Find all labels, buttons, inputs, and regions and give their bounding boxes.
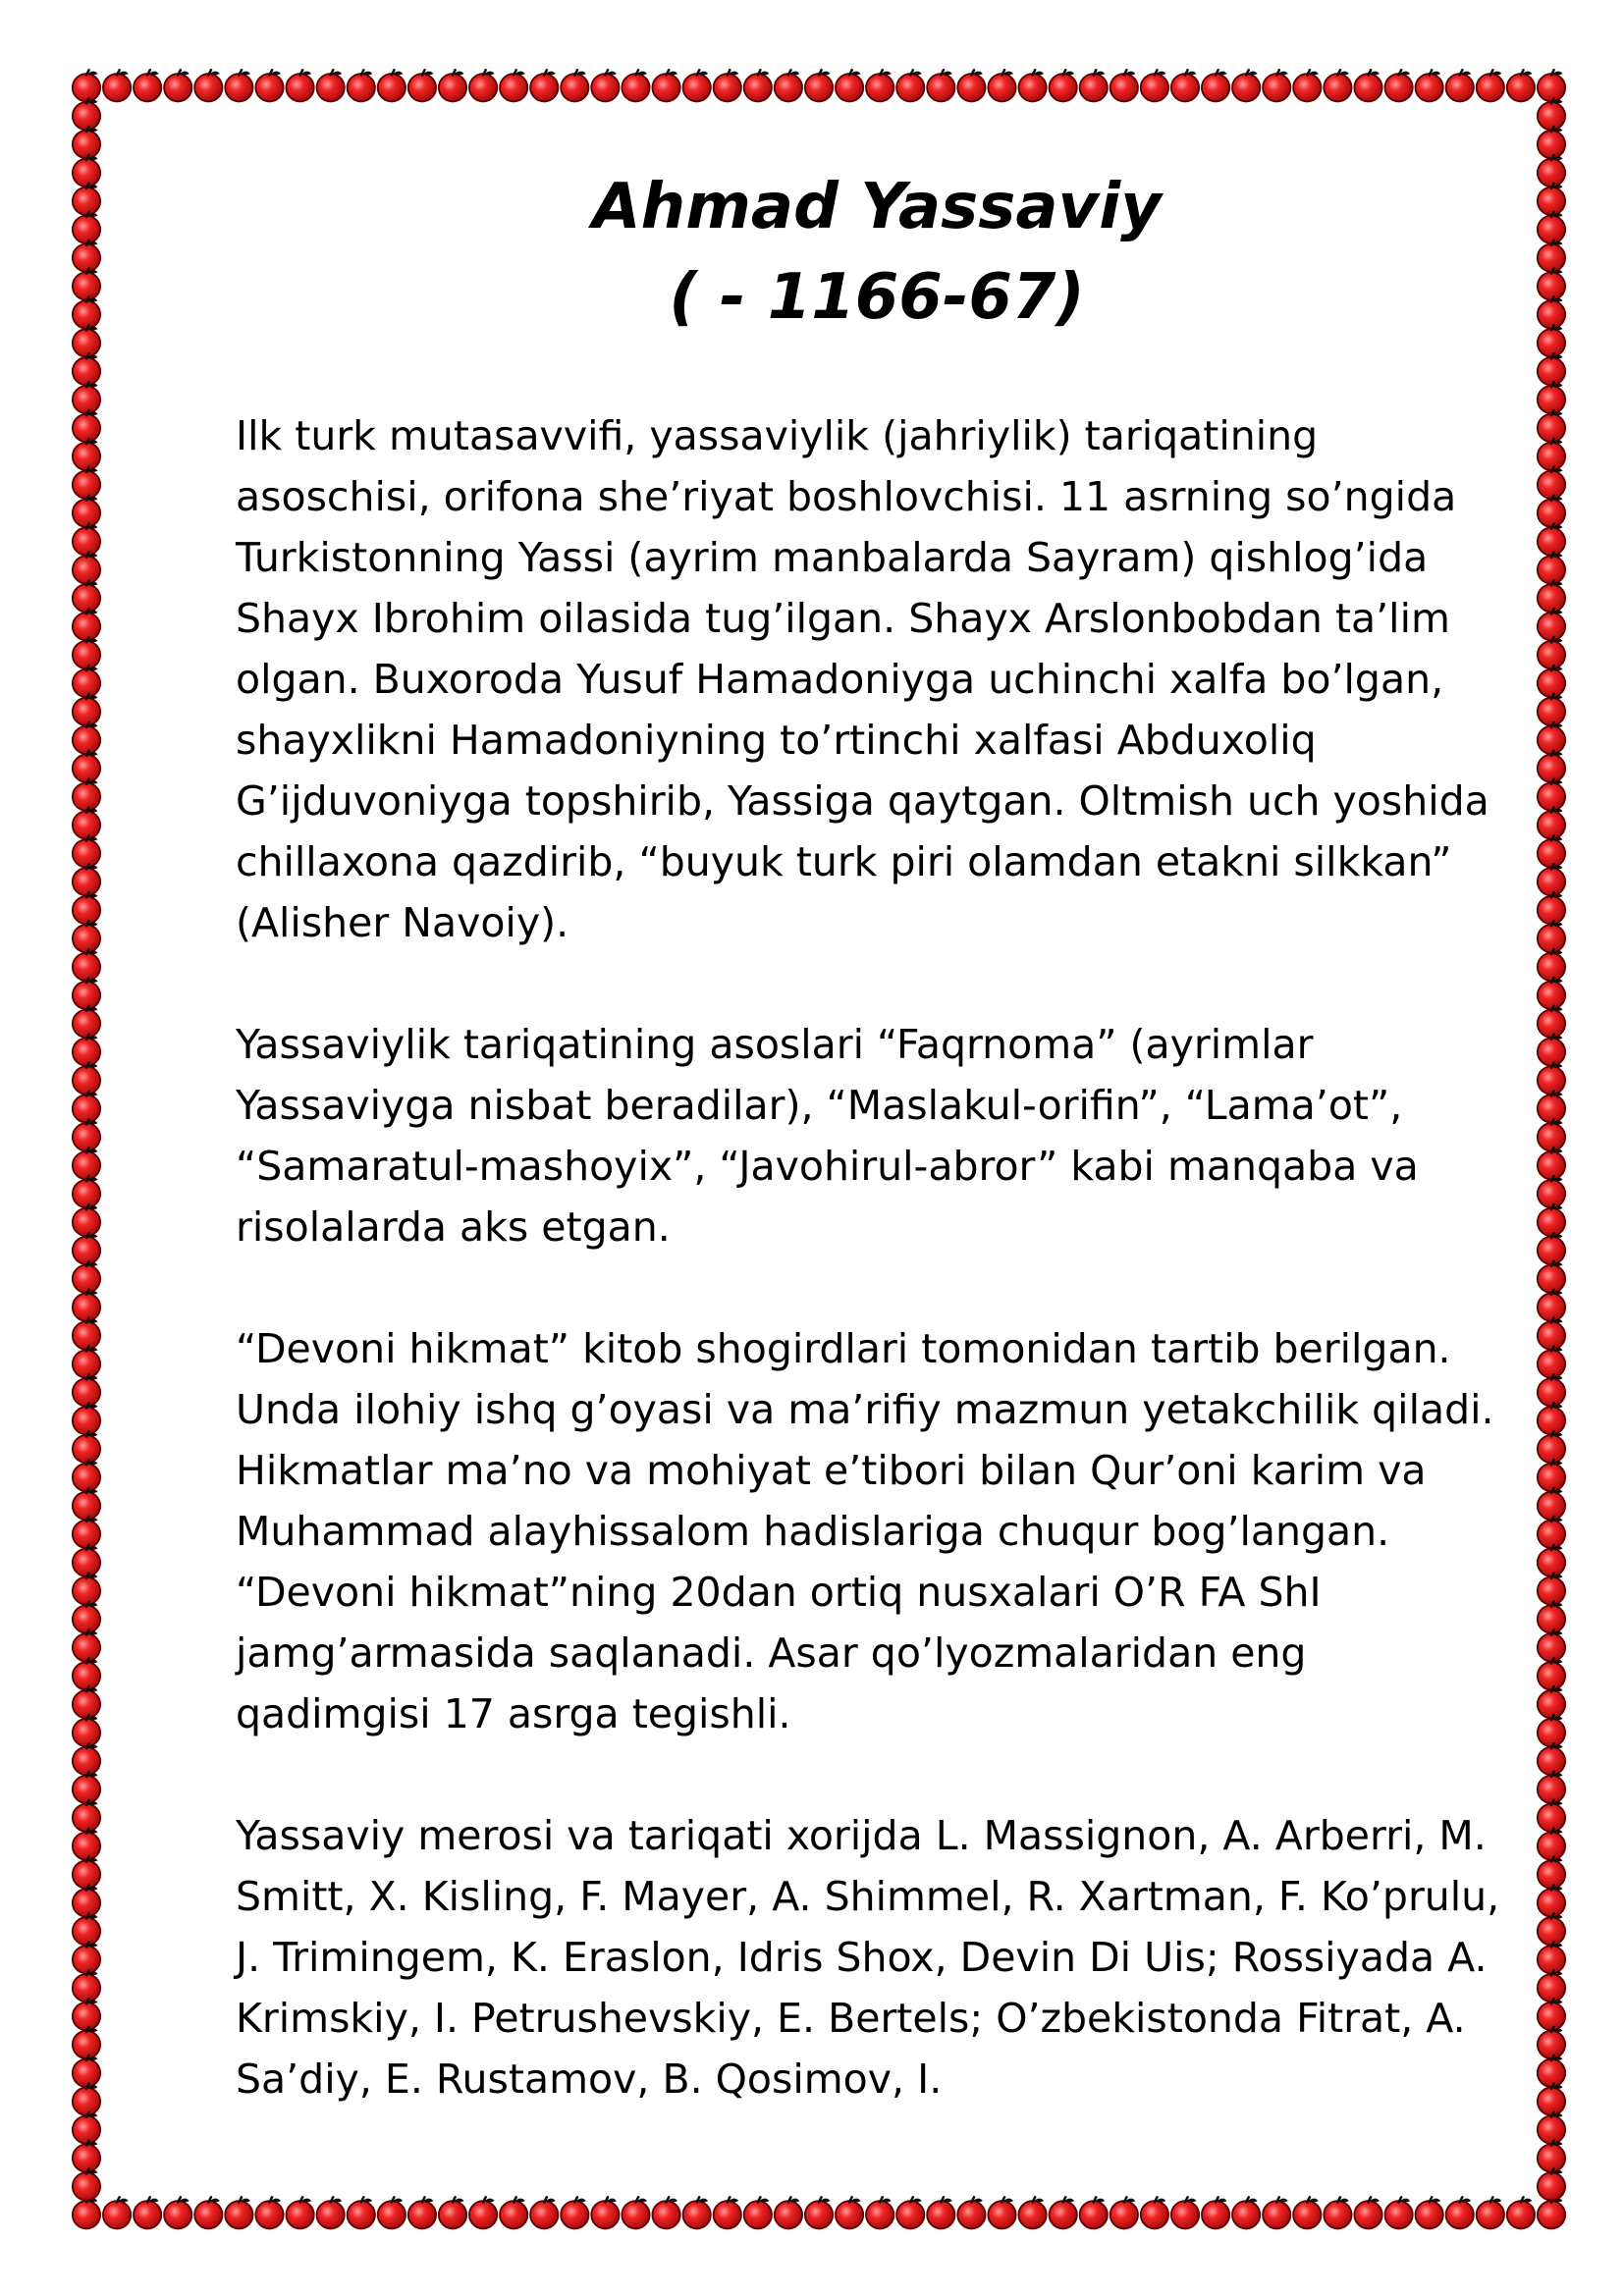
apple-icon bbox=[73, 1658, 100, 1689]
apple-icon bbox=[1141, 2197, 1168, 2228]
apple-icon bbox=[1538, 1772, 1565, 1803]
apple-icon bbox=[988, 2197, 1015, 2228]
apple-icon bbox=[73, 1885, 100, 1916]
apple-icon bbox=[1538, 1176, 1565, 1207]
apple-icon bbox=[530, 70, 558, 101]
apple-icon bbox=[73, 1942, 100, 1973]
apple-icon bbox=[73, 751, 100, 782]
apple-icon bbox=[1507, 2197, 1535, 2228]
apple-icon bbox=[73, 1829, 100, 1860]
apple-icon bbox=[1538, 2197, 1565, 2228]
apple-icon bbox=[194, 70, 222, 101]
apple-icon bbox=[1538, 1204, 1565, 1236]
apple-icon bbox=[408, 2197, 436, 2228]
apple-icon bbox=[73, 1091, 100, 1122]
apple-icon bbox=[1050, 2197, 1077, 2228]
apple-icon bbox=[561, 2197, 588, 2228]
apple-icon bbox=[683, 70, 711, 101]
apple-icon bbox=[1538, 637, 1565, 668]
apple-icon bbox=[73, 1204, 100, 1236]
apple-icon bbox=[73, 1176, 100, 1207]
apple-icon bbox=[1538, 892, 1565, 924]
apple-icon bbox=[73, 2112, 100, 2144]
paragraph-devoni-hikmat: “Devoni hikmat” kitob shogirdlari tomonidan tartib berilgan. Unda ilohiy ishq g’oyasi va ma’rifiy mazmun yetakchilik qiladi. Hikmatlar ma’no va mohiyat e’tibori bilan Qur’oni karim va Muhammad alayhissalom hadislariga chuqur bog’langan. “Devoni hikmat”ning 20dan ortiq nusxalari O’R FA ShI jamg’armasida saqlanadi. Asar qo’lyozmalaridan eng qadimgisi 17 asrga tegishli. bbox=[236, 1325, 1494, 1737]
apple-icon bbox=[73, 1063, 100, 1095]
apple-icon bbox=[73, 1261, 100, 1293]
apple-icon bbox=[1538, 835, 1565, 867]
apple-icon bbox=[73, 1857, 100, 1889]
apple-icon bbox=[866, 70, 893, 101]
apple-icon bbox=[73, 779, 100, 811]
apple-icon bbox=[1538, 127, 1565, 158]
apple-icon bbox=[73, 1602, 100, 1633]
apple-icon bbox=[1080, 70, 1108, 101]
apple-icon bbox=[1538, 949, 1565, 981]
apple-icon bbox=[561, 70, 588, 101]
apple-icon bbox=[1538, 580, 1565, 612]
apple-icon bbox=[1538, 1999, 1565, 2030]
apple-icon bbox=[73, 609, 100, 640]
apple-icon bbox=[1538, 1346, 1565, 1377]
apple-icon bbox=[439, 70, 466, 101]
apple-icon bbox=[927, 70, 954, 101]
apple-icon bbox=[1384, 70, 1412, 101]
apple-icon bbox=[652, 70, 679, 101]
apple-icon bbox=[1538, 439, 1565, 470]
apple-icon bbox=[73, 1460, 100, 1491]
apple-icon bbox=[1538, 1545, 1565, 1576]
apple-icon bbox=[1538, 1743, 1565, 1775]
apple-icon bbox=[652, 2197, 679, 2228]
apple-icon bbox=[775, 70, 802, 101]
apple-icon bbox=[622, 2197, 649, 2228]
apple-icon bbox=[1080, 2197, 1108, 2228]
apple-icon bbox=[73, 1403, 100, 1434]
apple-icon bbox=[255, 2197, 283, 2228]
apple-icon bbox=[73, 410, 100, 442]
apple-icon bbox=[378, 2197, 406, 2228]
apple-icon bbox=[1538, 751, 1565, 782]
apple-icon bbox=[1538, 1970, 1565, 2002]
apple-icon bbox=[1202, 70, 1229, 101]
apple-icon bbox=[73, 1290, 100, 1321]
apple-icon bbox=[73, 1800, 100, 1832]
apple-icon bbox=[439, 2197, 466, 2228]
apple-icon bbox=[73, 552, 100, 583]
apple-icon bbox=[1538, 467, 1565, 499]
apple-icon bbox=[988, 70, 1015, 101]
apple-icon bbox=[73, 949, 100, 981]
apple-icon bbox=[1538, 496, 1565, 527]
apple-icon bbox=[73, 1119, 100, 1150]
page-subtitle-dates: ( - 1166-67) bbox=[669, 261, 1085, 334]
apple-icon bbox=[1263, 2197, 1290, 2228]
apple-icon bbox=[73, 835, 100, 867]
apple-icon bbox=[1141, 70, 1168, 101]
apple-icon bbox=[1538, 1913, 1565, 1945]
apple-icon bbox=[73, 2056, 100, 2087]
apple-icon bbox=[73, 382, 100, 413]
apple-icon bbox=[1538, 1148, 1565, 1179]
apple-icon bbox=[1538, 382, 1565, 413]
apple-icon bbox=[1538, 1658, 1565, 1689]
apple-icon bbox=[1171, 2197, 1199, 2228]
apple-icon bbox=[836, 70, 863, 101]
apple-icon bbox=[500, 2197, 527, 2228]
apple-icon bbox=[1324, 2197, 1351, 2228]
apple-icon bbox=[73, 892, 100, 924]
apple-icon bbox=[1538, 1261, 1565, 1293]
apple-icon bbox=[469, 2197, 497, 2228]
apple-icon bbox=[1538, 1431, 1565, 1463]
apple-icon bbox=[73, 1545, 100, 1576]
apple-icon bbox=[1538, 353, 1565, 385]
apple-icon bbox=[1538, 2027, 1565, 2058]
apple-icon bbox=[1538, 2056, 1565, 2087]
apple-icon bbox=[1232, 2197, 1260, 2228]
apple-icon bbox=[73, 353, 100, 385]
apple-icon bbox=[73, 1374, 100, 1406]
apple-icon bbox=[714, 2197, 741, 2228]
apple-icon bbox=[73, 1006, 100, 1038]
apple-icon bbox=[73, 1913, 100, 1945]
apple-icon bbox=[1171, 70, 1199, 101]
apple-icon bbox=[73, 1346, 100, 1377]
apple-icon bbox=[1538, 552, 1565, 583]
apple-icon bbox=[348, 2197, 375, 2228]
apple-icon bbox=[1538, 1460, 1565, 1491]
apple-icon bbox=[469, 70, 497, 101]
apple-icon bbox=[1050, 70, 1077, 101]
apple-icon bbox=[73, 1629, 100, 1661]
apple-icon bbox=[1018, 70, 1046, 101]
apple-icon bbox=[1538, 1800, 1565, 1832]
apple-icon bbox=[1110, 70, 1138, 101]
apple-icon bbox=[1538, 1517, 1565, 1548]
apple-icon bbox=[896, 2197, 924, 2228]
apple-icon bbox=[1538, 609, 1565, 640]
apple-icon bbox=[73, 524, 100, 556]
apple-icon bbox=[1538, 1035, 1565, 1066]
apple-icon bbox=[103, 70, 131, 101]
apple-icon bbox=[866, 2197, 893, 2228]
apple-icon bbox=[73, 580, 100, 612]
apple-icon bbox=[1538, 1374, 1565, 1406]
apple-icon bbox=[927, 2197, 954, 2228]
apple-icon bbox=[957, 2197, 985, 2228]
apple-icon bbox=[1538, 1829, 1565, 1860]
apple-icon bbox=[73, 864, 100, 895]
apple-icon bbox=[73, 1772, 100, 1803]
apple-icon bbox=[1538, 1686, 1565, 1718]
apple-icon bbox=[73, 1431, 100, 1463]
apple-icon bbox=[500, 70, 527, 101]
apple-icon bbox=[73, 1488, 100, 1520]
apple-icon bbox=[73, 2027, 100, 2058]
apple-icon bbox=[73, 1743, 100, 1775]
apple-icon bbox=[408, 70, 436, 101]
apple-icon bbox=[1354, 70, 1381, 101]
apple-icon bbox=[1538, 1488, 1565, 1520]
apple-icon bbox=[73, 1318, 100, 1350]
apple-icon bbox=[73, 722, 100, 754]
apple-icon bbox=[103, 2197, 131, 2228]
apple-icon bbox=[73, 2084, 100, 2115]
apple-icon bbox=[1538, 1091, 1565, 1122]
apple-icon bbox=[1538, 524, 1565, 556]
apple-icon bbox=[1263, 70, 1290, 101]
apple-icon bbox=[591, 70, 619, 101]
apple-icon bbox=[1293, 2197, 1321, 2228]
apple-icon bbox=[1538, 921, 1565, 952]
apple-icon bbox=[805, 70, 833, 101]
apple-icon bbox=[1538, 70, 1565, 101]
apple-icon bbox=[1538, 1885, 1565, 1916]
apple-icon bbox=[1477, 70, 1504, 101]
apple-icon bbox=[73, 808, 100, 839]
apple-icon bbox=[1446, 70, 1474, 101]
apple-icon bbox=[73, 496, 100, 527]
apple-icon bbox=[73, 98, 100, 130]
apple-icon bbox=[1538, 1857, 1565, 1889]
apple-icon bbox=[1538, 779, 1565, 811]
apple-icon bbox=[73, 2197, 100, 2228]
apple-icon bbox=[164, 2197, 191, 2228]
apple-icon bbox=[1477, 2197, 1504, 2228]
apple-icon bbox=[1354, 2197, 1381, 2228]
apple-icon bbox=[73, 127, 100, 158]
apple-icon bbox=[744, 2197, 772, 2228]
apple-icon bbox=[1202, 2197, 1229, 2228]
apple-icon bbox=[805, 2197, 833, 2228]
apple-icon bbox=[1232, 70, 1260, 101]
apple-icon bbox=[1293, 70, 1321, 101]
apple-icon bbox=[1507, 70, 1535, 101]
apple-icon bbox=[1538, 1006, 1565, 1038]
apple-icon bbox=[1446, 2197, 1474, 2228]
apple-icon bbox=[317, 2197, 345, 2228]
apple-icon bbox=[896, 70, 924, 101]
apple-icon bbox=[73, 439, 100, 470]
apple-icon bbox=[1416, 2197, 1443, 2228]
apple-icon bbox=[1538, 1119, 1565, 1150]
apple-icon bbox=[1538, 2084, 1565, 2115]
apple-icon bbox=[1538, 1629, 1565, 1661]
apple-icon bbox=[134, 2197, 161, 2228]
paragraph-tariqat-sources: Yassaviylik tariqatining asoslari “Faqrnoma” (ayrimlar Yassaviyga nisbat beradilar), “Maslakul-orifin”, “Lama’ot”, “Samaratul-mashoyix”, “Javohirul-abror” kabi manqaba va risolalarda aks etgan. bbox=[236, 1021, 1419, 1251]
apple-icon bbox=[622, 70, 649, 101]
apple-icon bbox=[1110, 2197, 1138, 2228]
apple-icon bbox=[1538, 864, 1565, 895]
apple-icon bbox=[714, 70, 741, 101]
apple-icon bbox=[73, 2140, 100, 2171]
paragraph-biography: Ilk turk mutasavvifi, yassaviylik (jahriylik) tariqatining asoschisi, orifona she’riyat boshlovchisi. 11 asrning so’ngida Turkistonning Yassi (ayrim manbalarda Sayram) qishlog’ida Shayx Ibrohim oilasida tug’ilgan. Shayx Arslonbobdan ta’lim olgan. Buxoroda Yusuf Hamadoniyga uchinchi xalfa bo’lgan, shayxlikni Hamadoniyning to’rtinchi xalfasi Abduxoliq G’ijduvoniyga topshirib, Yassiga qaytgan. Oltmish uch yoshida chillaxona qazdirib, “buyuk turk piri olamdan etakni silkkan” (Alisher Navoiy). bbox=[236, 412, 1489, 946]
apple-icon bbox=[1538, 808, 1565, 839]
apple-icon bbox=[1018, 2197, 1046, 2228]
apple-icon bbox=[73, 1148, 100, 1179]
apple-icon bbox=[1538, 666, 1565, 697]
apple-icon bbox=[1538, 2112, 1565, 2144]
apple-icon bbox=[73, 694, 100, 725]
apple-icon bbox=[775, 2197, 802, 2228]
apple-icon bbox=[1538, 1318, 1565, 1350]
apple-icon bbox=[957, 70, 985, 101]
apple-icon bbox=[1538, 1602, 1565, 1633]
apple-icon bbox=[1416, 70, 1443, 101]
apple-icon bbox=[73, 2168, 100, 2200]
page-title: Ahmad Yassaviy bbox=[592, 171, 1162, 243]
apple-icon bbox=[591, 2197, 619, 2228]
apple-icon bbox=[194, 2197, 222, 2228]
apple-icon bbox=[1538, 2168, 1565, 2200]
apple-icon bbox=[73, 1999, 100, 2030]
apple-icon bbox=[286, 2197, 313, 2228]
apple-icon bbox=[73, 1686, 100, 1718]
apple-icon bbox=[348, 70, 375, 101]
apple-icon bbox=[73, 467, 100, 499]
apple-icon bbox=[164, 70, 191, 101]
apple-icon bbox=[73, 1233, 100, 1264]
apple-icon bbox=[73, 921, 100, 952]
apple-icon bbox=[378, 70, 406, 101]
apple-icon bbox=[73, 666, 100, 697]
apple-icon bbox=[1538, 98, 1565, 130]
apple-icon bbox=[1538, 2140, 1565, 2171]
apple-icon bbox=[1538, 1942, 1565, 1973]
paragraph-scholarship: Yassaviy merosi va tariqati xorijda L. Massignon, A. Arberri, M. Smitt, X. Kisling, F. Mayer, A. Shimmel, R. Xartman, F. Ko’prulu, J. Trimingem, K. Eraslon, Idris Shox, Devin Di Uis; Rossiyada A. Krimskiy, I. Petrushevskiy, E. Bertels; O’zbekistonda Fitrat, A. Sa’diy, E. Rustamov, B. Qosimov, I. bbox=[236, 1812, 1500, 2103]
apple-icon bbox=[225, 70, 252, 101]
apple-icon bbox=[255, 70, 283, 101]
apple-icon bbox=[225, 2197, 252, 2228]
apple-icon bbox=[1538, 1403, 1565, 1434]
apple-icon bbox=[73, 1715, 100, 1746]
apple-icon bbox=[134, 70, 161, 101]
apple-icon bbox=[1324, 70, 1351, 101]
apple-icon bbox=[1538, 1715, 1565, 1746]
apple-icon bbox=[1384, 2197, 1412, 2228]
apple-icon bbox=[836, 2197, 863, 2228]
apple-icon bbox=[1538, 1574, 1565, 1605]
apple-icon bbox=[73, 1574, 100, 1605]
apple-icon bbox=[73, 1035, 100, 1066]
apple-icon bbox=[73, 70, 100, 101]
apple-icon bbox=[1538, 978, 1565, 1009]
apple-icon bbox=[73, 978, 100, 1009]
apple-icon bbox=[1538, 410, 1565, 442]
apple-icon bbox=[1538, 722, 1565, 754]
apple-icon bbox=[73, 637, 100, 668]
apple-icon bbox=[1538, 1233, 1565, 1264]
apple-icon bbox=[1538, 1290, 1565, 1321]
apple-icon bbox=[530, 2197, 558, 2228]
apple-icon bbox=[317, 70, 345, 101]
apple-icon bbox=[73, 1970, 100, 2002]
apple-icon bbox=[744, 70, 772, 101]
apple-icon bbox=[683, 2197, 711, 2228]
apple-icon bbox=[1538, 694, 1565, 725]
apple-icon bbox=[73, 1517, 100, 1548]
apple-icon bbox=[286, 70, 313, 101]
apple-icon bbox=[1538, 1063, 1565, 1095]
